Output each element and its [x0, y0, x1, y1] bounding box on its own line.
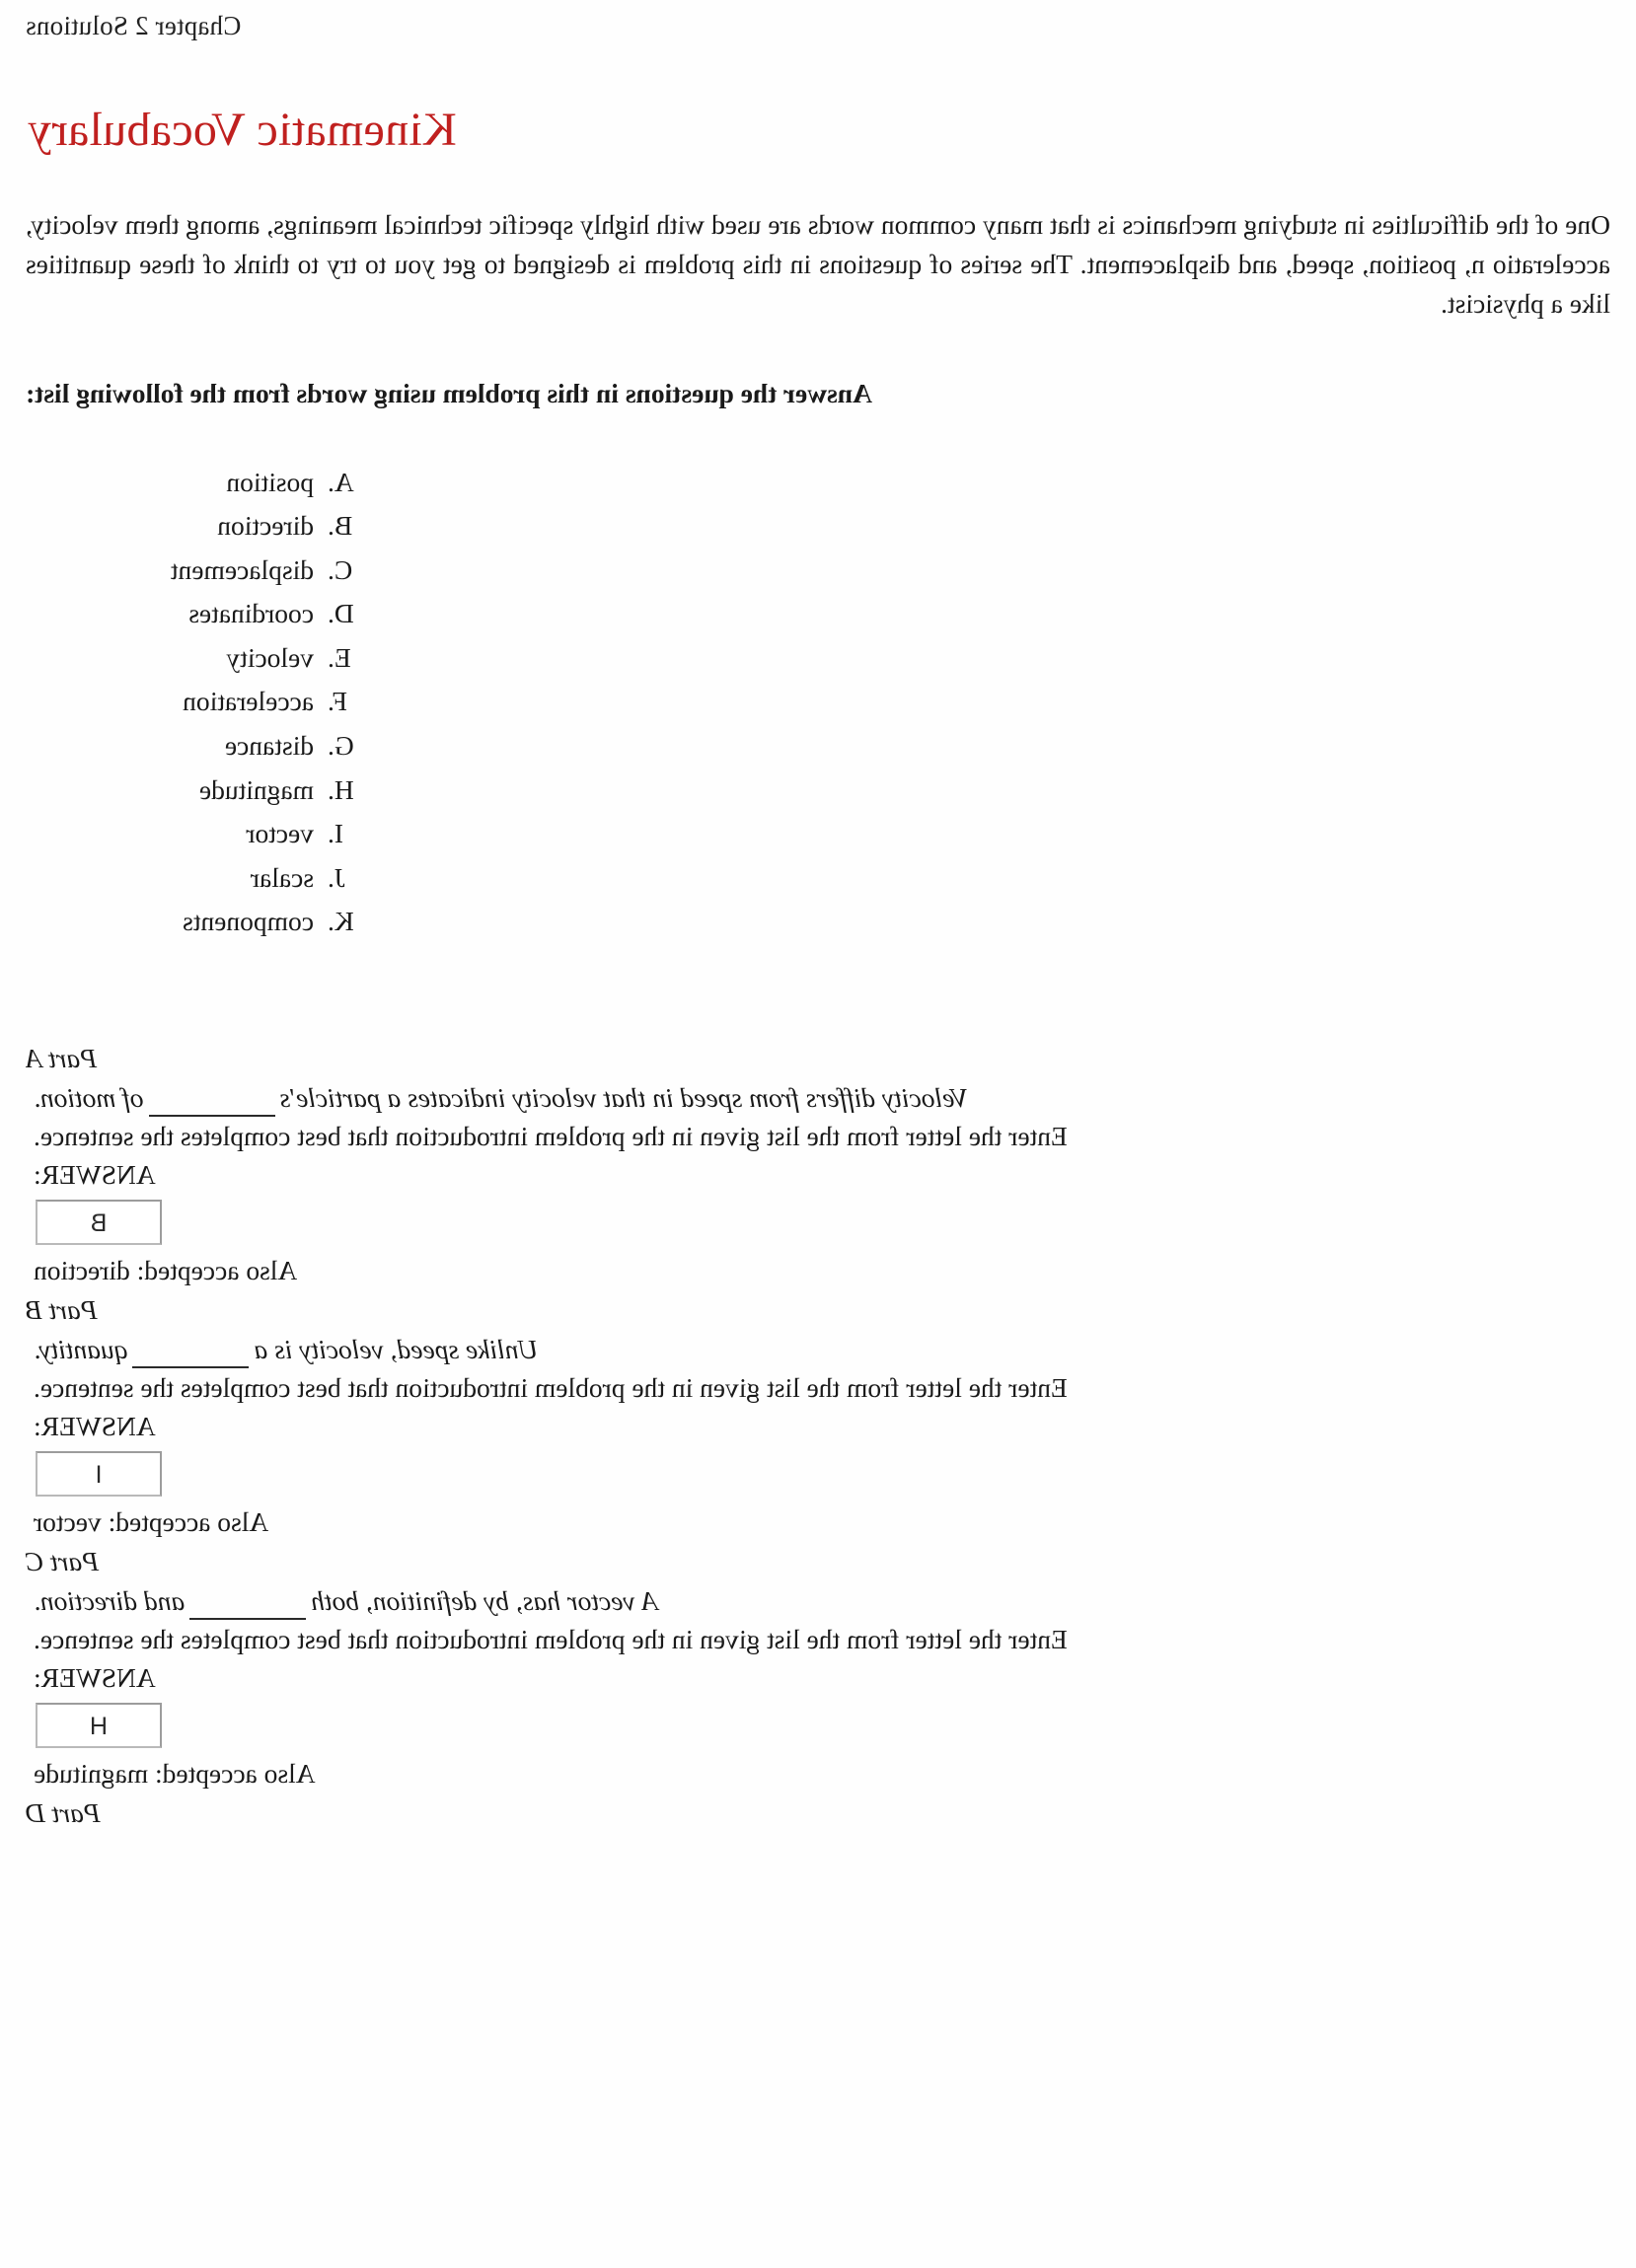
list-item	[95, 856, 1618, 901]
part-c-also-accepted: Also accepted: magnitude	[34, 1757, 316, 1789]
list-item-letter: I.	[328, 818, 344, 849]
part-a	[26, 1039, 1618, 1290]
part-b	[26, 1290, 1618, 1542]
part-a-answer-wrap	[26, 1200, 1618, 1245]
list-item-letter: H.	[328, 773, 354, 805]
word-list	[18, 461, 1618, 944]
list-item-letter: G.	[328, 730, 354, 761]
page-title: Kinematic Vocabulary	[28, 104, 457, 157]
part-b-instruction: Enter the letter from the list given in the problem introduction that best completes the sentence.	[34, 1372, 1068, 1404]
part-b-answer-wrap	[26, 1451, 1618, 1497]
list-item	[95, 900, 1618, 944]
list-item-letter: E.	[328, 641, 351, 673]
list-item	[95, 461, 1618, 505]
running-head: Chapter 2 Solutions	[26, 11, 242, 40]
part-a-blank	[149, 1088, 275, 1118]
list-item-word: magnitude	[198, 773, 314, 805]
part-a-instruction: Enter the letter from the list given in the problem introduction that best completes the sentence.	[34, 1121, 1068, 1152]
list-item-word: velocity	[226, 641, 314, 673]
list-item-letter: A.	[328, 466, 354, 497]
part-b-question	[26, 1330, 1618, 1369]
list-item-letter: F.	[328, 686, 347, 717]
intro-paragraph: One of the difficulties in studying mechanics is that many common words are used with highly specific technical meanings, among them velocity, acceleratio n, position, speed, and displacement. The series of questions in this problem is designed to get you to try to think of these quantities like a physicist.	[26, 208, 1610, 320]
part-b-blank	[133, 1340, 250, 1369]
part-c-label: Part C	[26, 1545, 100, 1576]
part-c	[26, 1542, 1618, 1793]
part-d	[26, 1793, 1618, 1833]
part-c-answer-wrap	[26, 1703, 1618, 1748]
part-c-blank	[189, 1591, 306, 1621]
part-c-question-after: and direction.	[34, 1584, 186, 1616]
parts-section	[18, 1039, 1618, 1833]
document-content	[18, 0, 1618, 1833]
part-a-answer-label: ANSWER:	[34, 1159, 156, 1191]
part-b-also-accepted: Also accepted: vector	[34, 1505, 269, 1537]
list-item-letter: K.	[328, 906, 354, 937]
list-item	[95, 592, 1618, 636]
part-a-also-accepted: Also accepted: direction	[34, 1254, 298, 1285]
list-item-word: acceleration	[183, 686, 314, 717]
part-a-question-before: Velocity differs from speed in that velocity indicates a particle's	[279, 1081, 969, 1113]
part-b-question-after: quantity.	[34, 1333, 128, 1364]
intro-paragraph-block	[18, 205, 1618, 325]
list-item-word: displacement	[170, 553, 314, 585]
part-d-label: Part D	[26, 1796, 101, 1828]
list-item-word: scalar	[250, 861, 314, 893]
part-b-answer-input[interactable]: I	[36, 1451, 162, 1497]
list-item	[95, 812, 1618, 856]
list-item-word: coordinates	[188, 598, 314, 629]
part-c-answer-label: ANSWER:	[34, 1662, 156, 1694]
list-item-word: direction	[217, 510, 314, 542]
part-a-label: Part A	[26, 1042, 98, 1073]
list-item	[95, 549, 1618, 593]
list-item-word: components	[183, 906, 314, 937]
part-b-answer-label: ANSWER:	[34, 1411, 156, 1442]
list-item-letter: C.	[328, 553, 353, 585]
part-c-answer-input[interactable]: H	[36, 1703, 162, 1748]
part-b-label: Part B	[26, 1293, 98, 1325]
part-a-question	[26, 1078, 1618, 1118]
list-item	[95, 636, 1618, 681]
instruction-prompt: Answer the questions in this problem using words from the following list:	[26, 377, 872, 408]
list-item-word: vector	[246, 818, 314, 849]
part-c-question	[26, 1581, 1618, 1621]
part-a-question-after: of motion.	[34, 1081, 144, 1113]
list-item-letter: D.	[328, 598, 354, 629]
part-c-instruction: Enter the letter from the list given in the problem introduction that best completes the sentence.	[34, 1624, 1068, 1655]
list-item	[95, 680, 1618, 724]
part-c-question-before: A vector has, by definition, both	[311, 1584, 658, 1616]
list-item	[95, 504, 1618, 549]
list-item-word: distance	[224, 730, 314, 761]
part-b-question-before: Unlike speed, velocity is a	[254, 1333, 539, 1364]
list-item-word: position	[226, 466, 314, 497]
part-a-answer-input[interactable]: B	[36, 1200, 162, 1245]
list-item	[95, 768, 1618, 813]
list-item-letter: B.	[328, 510, 353, 542]
list-item-letter: J.	[328, 861, 345, 893]
list-item	[95, 724, 1618, 768]
